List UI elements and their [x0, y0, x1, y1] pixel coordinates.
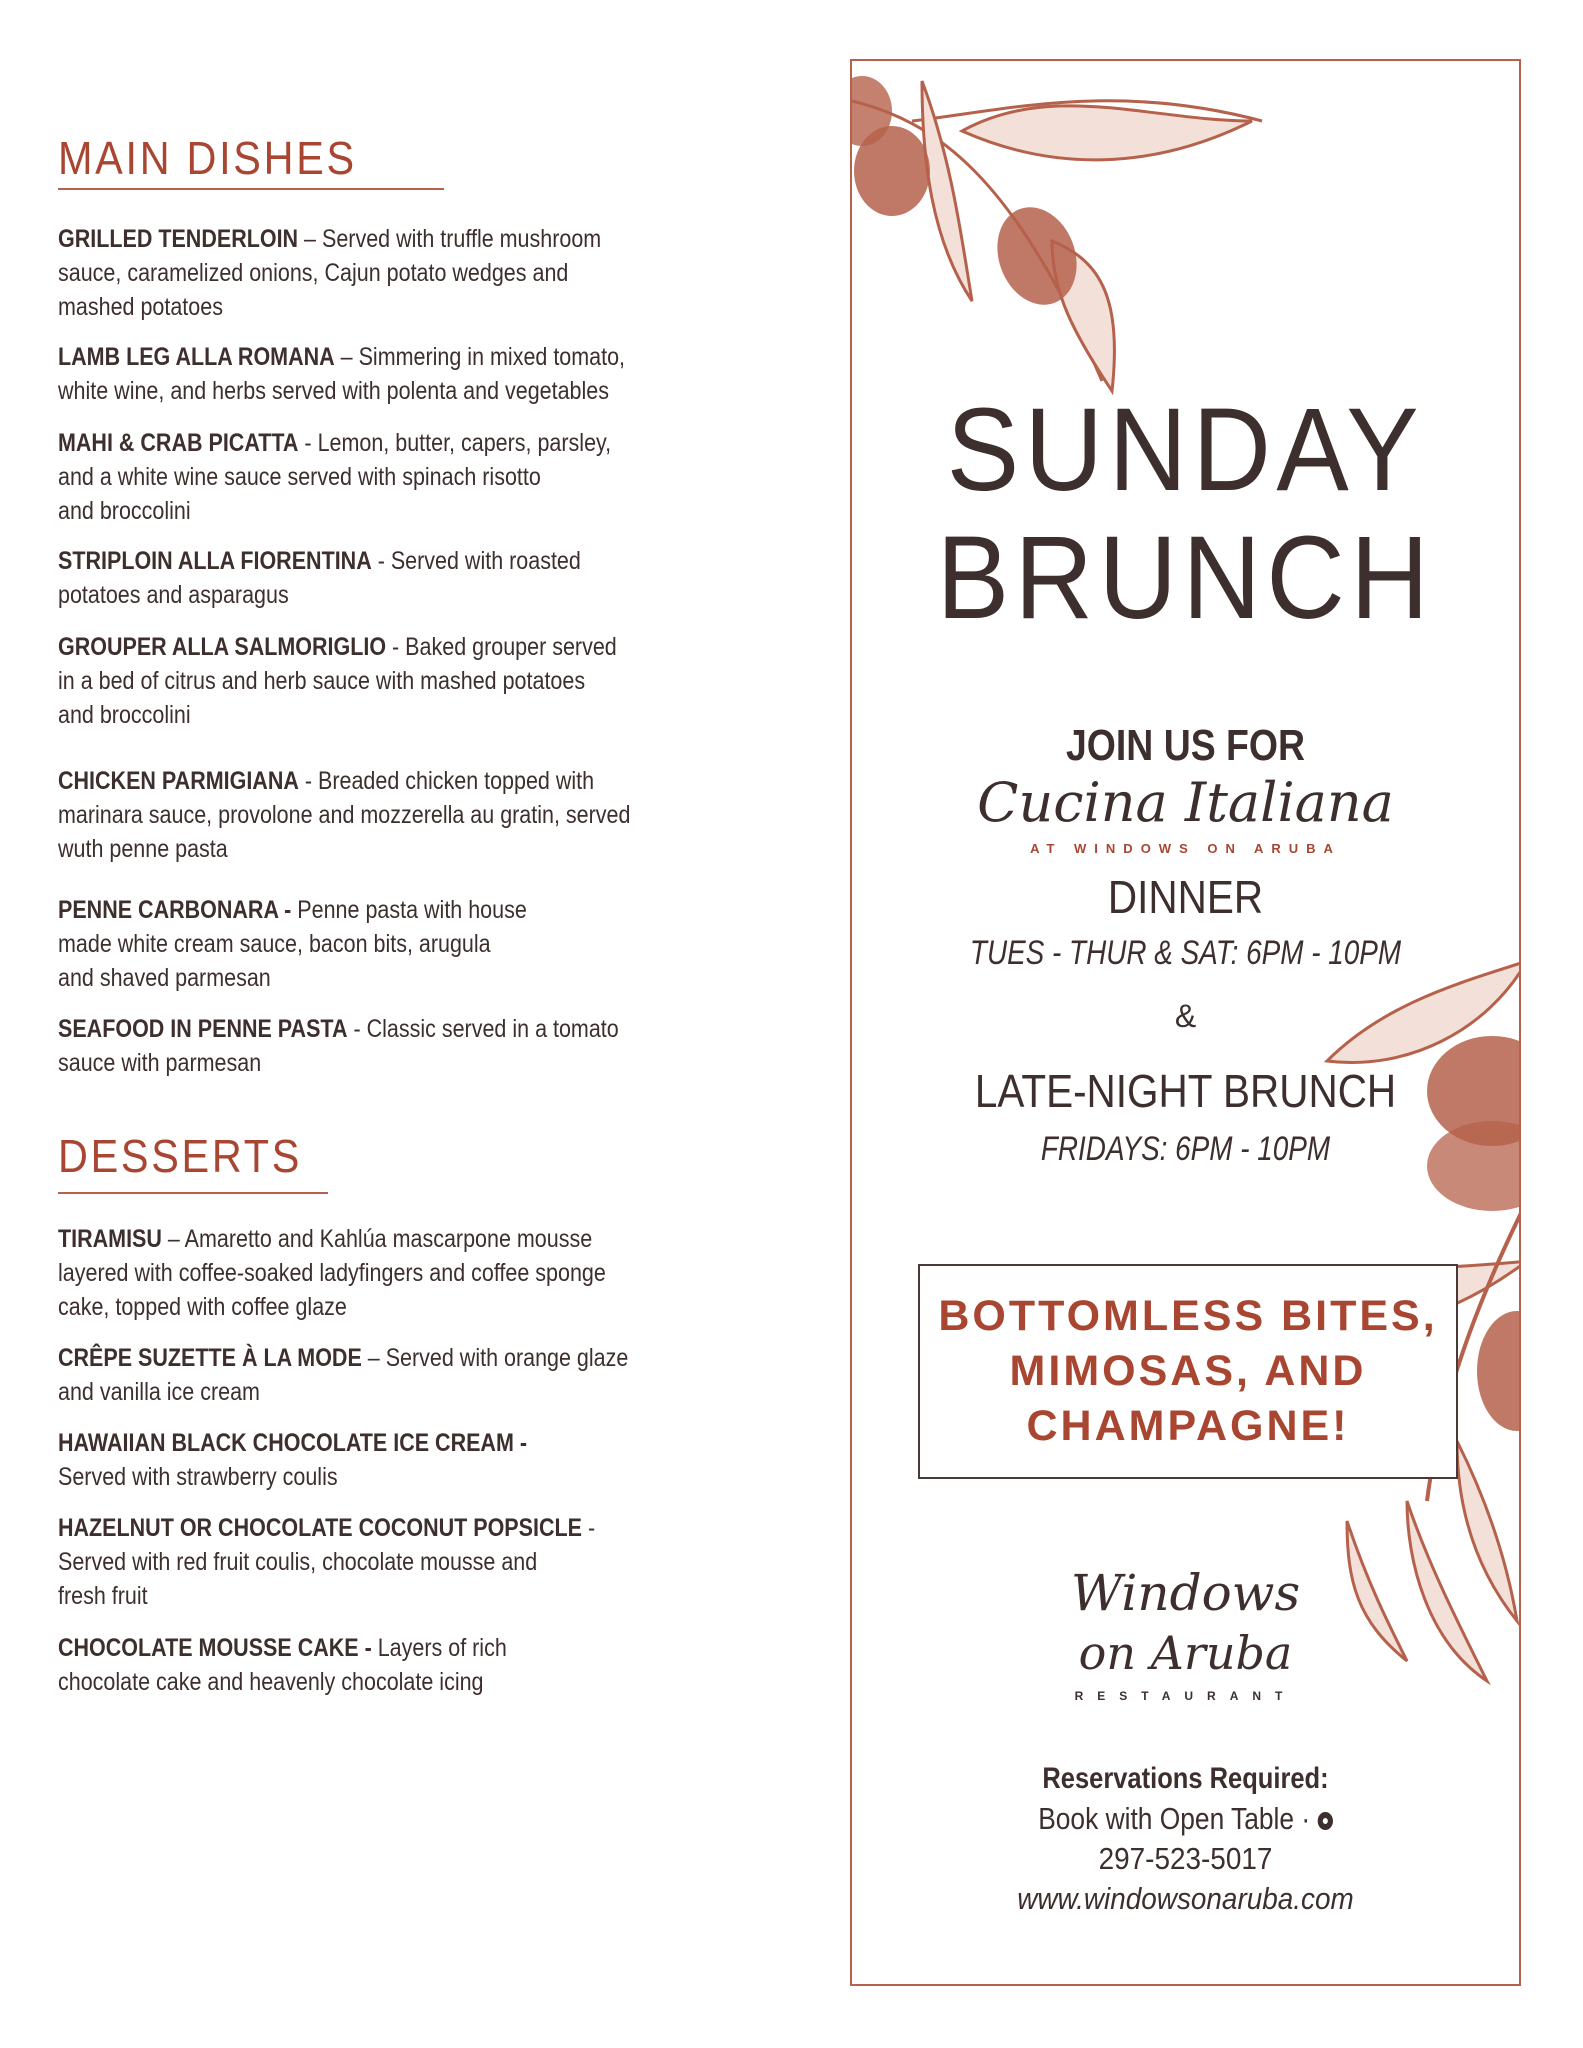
menu-item-name: STRIPLOIN ALLA FIORENTINA [58, 547, 372, 575]
windows-logo-line1: Windows [1070, 1564, 1301, 1622]
menu-item [58, 544, 666, 612]
late-night-hours: FRIDAYS: 6PM - 10PM [1040, 1130, 1331, 1168]
menu-item-description: marinara sauce, provolone and mozzerella au gratin, served [58, 801, 631, 829]
script-subtitle: AT WINDOWS ON ARUBA [1030, 841, 1341, 856]
menu-item-title-line [58, 764, 630, 798]
ampersand: & [1174, 998, 1197, 1034]
menu-item-name: CHICKEN PARMIGIANA [58, 767, 299, 795]
menu-item-title-line [58, 426, 611, 460]
menu-item-description: Layers of rich [371, 1634, 507, 1662]
menu-item [58, 426, 701, 528]
join-us-heading: JOIN US FOR [1066, 721, 1305, 770]
menu-item-title-line [58, 1631, 507, 1665]
main-dishes-underline [58, 188, 444, 190]
menu-item-description: – Served with orange glaze [361, 1344, 629, 1372]
menu-item [58, 1341, 721, 1409]
menu-item-description: - Served with roasted [371, 547, 581, 575]
menu-item-title-line [58, 630, 617, 664]
menu-item-description: - Breaded chicken topped with [298, 767, 595, 795]
menu-item-name: GRILLED TENDERLOIN [58, 225, 299, 253]
menu-item-title-line [58, 340, 625, 374]
main-dishes-heading: MAIN DISHES [58, 132, 357, 184]
windows-logo-line2: on Aruba [1078, 1626, 1293, 1680]
title-brunch: BRUNCH [936, 512, 1435, 644]
menu-item-description: cake, topped with coffee glaze [58, 1293, 347, 1321]
menu-item-description: – Amaretto and Kahlúa mascarpone mousse [161, 1225, 593, 1253]
website-link[interactable]: www.windowsonaruba.com [1017, 1881, 1354, 1916]
late-night-brunch-heading: LATE-NIGHT BRUNCH [974, 1065, 1397, 1117]
menu-item-title-line [58, 544, 581, 578]
menu-item-description: and broccolini [58, 701, 191, 729]
menu-item [58, 893, 603, 995]
menu-item-description: wuth penne pasta [58, 835, 228, 863]
bottomless-promo-box [918, 1264, 1458, 1479]
menu-item-description: chocolate cake and heavenly chocolate icing [58, 1668, 484, 1696]
menu-item [58, 1631, 580, 1699]
reservations-label: Reservations Required: [1042, 1762, 1329, 1795]
menu-item-description: potatoes and asparagus [58, 581, 289, 609]
promo-line: BOTTOMLESS BITES, [938, 1292, 1438, 1340]
dinner-hours: TUES - THUR & SAT: 6PM - 10PM [969, 934, 1402, 972]
cucina-italiana-script-logo: Cucina Italiana [977, 771, 1394, 834]
menu-item-description: and vanilla ice cream [58, 1378, 260, 1406]
desserts-underline [58, 1192, 328, 1194]
menu-item-description: white wine, and herbs served with polenta and vegetables [58, 377, 609, 405]
menu-item-title-line [58, 1012, 619, 1046]
menu-item-description: - Classic served in a tomato [347, 1015, 619, 1043]
open-table-icon [1317, 1812, 1332, 1830]
menu-item-description: and broccolini [58, 497, 191, 525]
menu-item-description: and shaved parmesan [58, 964, 271, 992]
menu-item-name: HAZELNUT OR CHOCOLATE COCONUT POPSICLE [58, 1514, 582, 1542]
menu-item-name: CRÊPE SUZETTE À LA MODE [58, 1344, 362, 1372]
book-open-table-text: Book with Open Table · [1038, 1801, 1311, 1836]
menu-item-name: GROUPER ALLA SALMORIGLIO [58, 633, 387, 661]
menu-item-title-line [58, 1341, 628, 1375]
menu-item [58, 1012, 710, 1080]
windows-logo-restaurant: RESTAURANT [1074, 1689, 1297, 1703]
menu-item-name: HAWAIIAN BLACK CHOCOLATE ICE CREAM - [58, 1429, 528, 1457]
menu-item-description: - [581, 1514, 596, 1542]
menu-item-title-line [58, 1426, 527, 1460]
menu-item-name: PENNE CARBONARA - [58, 896, 292, 924]
brunch-panel [850, 59, 1521, 1986]
menu-item [58, 1511, 683, 1613]
menu-item-title-line [58, 222, 601, 256]
menu-item-description: mashed potatoes [58, 293, 223, 321]
title-sunday: SUNDAY [946, 384, 1425, 516]
menu-item-description: sauce, caramelized onions, Cajun potato wedges and [58, 259, 569, 287]
menu-item-description: - Lemon, butter, capers, parsley, [298, 429, 612, 457]
menu-item-description: fresh fruit [58, 1582, 148, 1610]
menu-item-name: LAMB LEG ALLA ROMANA [58, 343, 335, 371]
menu-item-description: Penne pasta with house [291, 896, 527, 924]
menu-item [58, 222, 690, 324]
menu-item-description: Served with red fruit coulis, chocolate mousse and [58, 1548, 538, 1576]
phone-number[interactable]: 297-523-5017 [1098, 1841, 1273, 1876]
promo-line: MIMOSAS, AND [1009, 1347, 1367, 1395]
promo-line: CHAMPAGNE! [1026, 1402, 1350, 1450]
menu-item [58, 340, 717, 408]
desserts-heading: DESSERTS [58, 1130, 303, 1182]
dinner-heading: DINNER [1107, 871, 1264, 923]
book-open-table-link[interactable] [902, 1801, 1469, 1837]
menu-item [58, 764, 724, 866]
menu-item [58, 1222, 695, 1324]
menu-item-description: and a white wine sauce served with spinach risotto [58, 463, 541, 491]
menu-item-description: made white cream sauce, bacon bits, arugula [58, 930, 491, 958]
menu-item-description: – Served with truffle mushroom [298, 225, 602, 253]
menu-item-description: in a bed of citrus and herb sauce with mashed potatoes [58, 667, 586, 695]
menu-item-title-line [58, 893, 527, 927]
menu-item-description: Served with strawberry coulis [58, 1463, 338, 1491]
menu-item-description: layered with coffee-soaked ladyfingers and coffee sponge [58, 1259, 606, 1287]
menu-item-name: MAHI & CRAB PICATTA [58, 429, 299, 457]
menu-item-name: TIRAMISU [58, 1225, 162, 1253]
menu-item-name: CHOCOLATE MOUSSE CAKE - [58, 1634, 372, 1662]
menu-item-description: sauce with parmesan [58, 1049, 262, 1077]
menu-item [58, 630, 708, 732]
menu-item-title-line [58, 1222, 606, 1256]
menu-item [58, 1426, 603, 1494]
menu-item-name: SEAFOOD IN PENNE PASTA [58, 1015, 348, 1043]
menu-item-description: - Baked grouper served [386, 633, 617, 661]
menu-item-description: – Simmering in mixed tomato, [334, 343, 626, 371]
menu-item-title-line [58, 1511, 595, 1545]
